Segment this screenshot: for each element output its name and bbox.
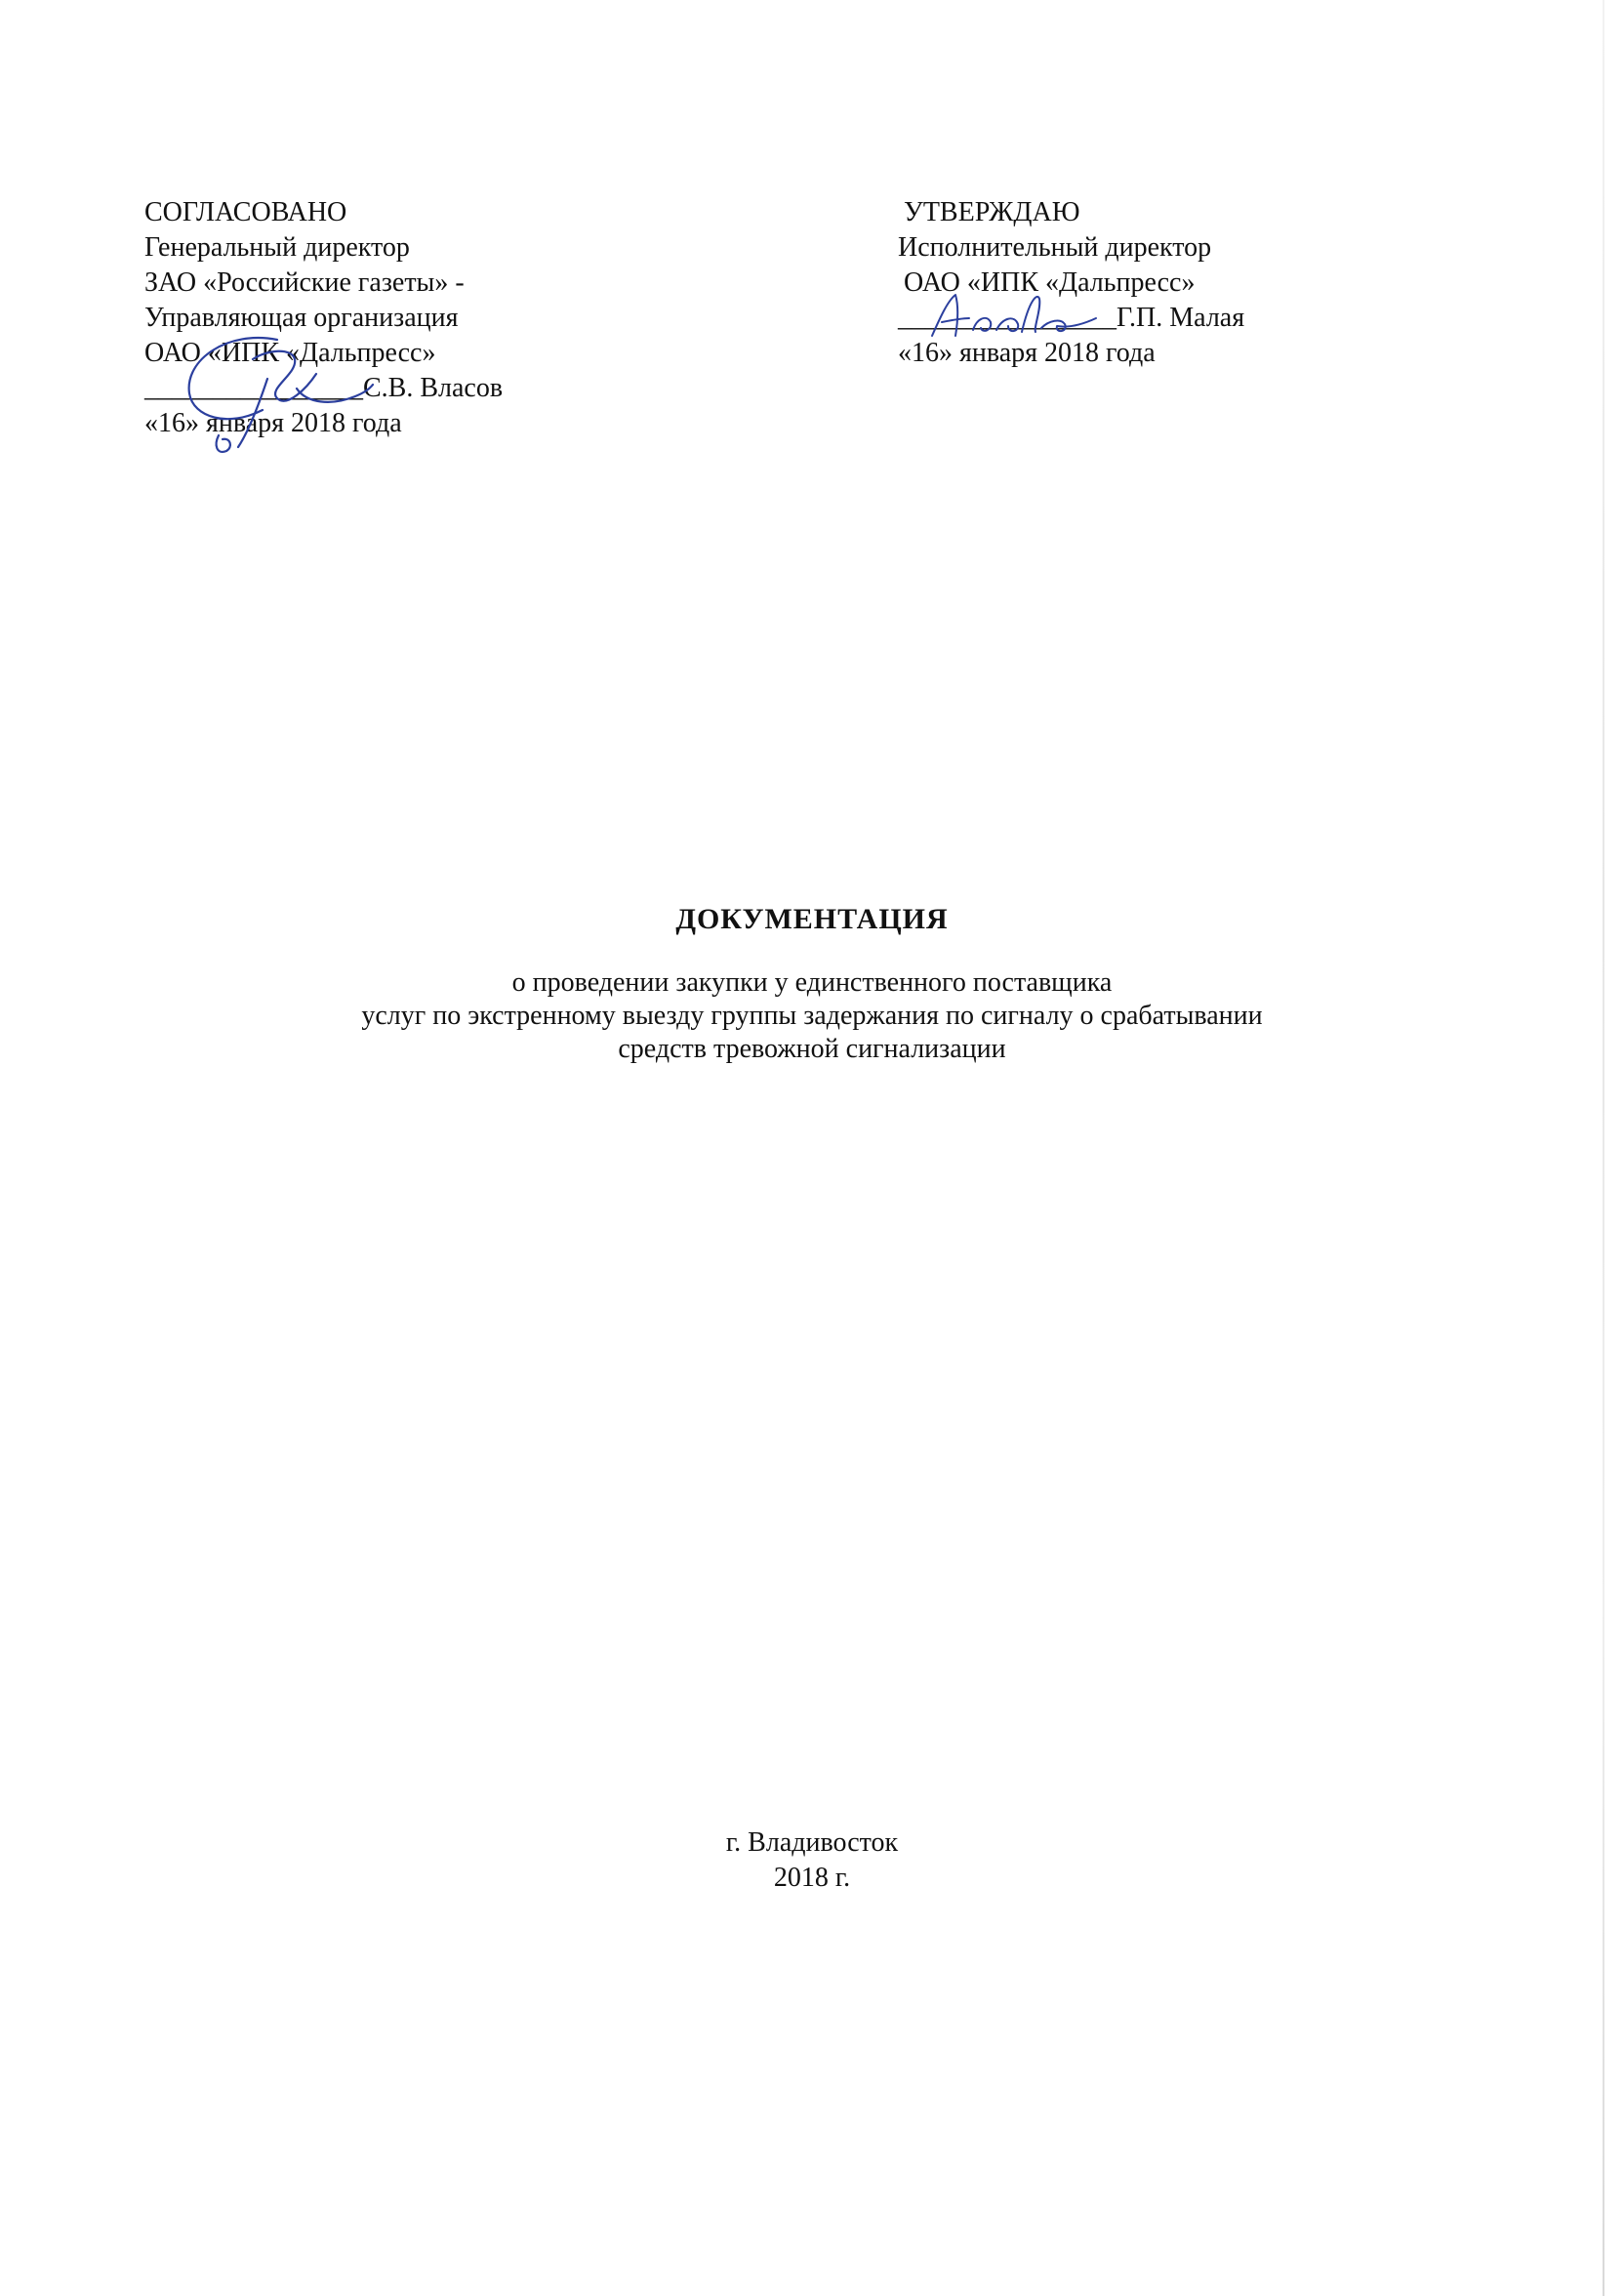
approval-left-date: «16» января 2018 года <box>144 408 402 438</box>
approval-block-right <box>898 195 1244 371</box>
year: 2018 г. <box>773 1863 851 1893</box>
approval-left-heading: СОГЛАСОВАНО <box>144 197 347 227</box>
approval-right-position: Исполнительный директор <box>898 232 1212 263</box>
approval-left-organization: ЗАО «Российские газеты» - <box>144 267 465 298</box>
approval-left-signature-line: ________________С.В. Власов <box>144 373 504 403</box>
document-title: ДОКУМЕНТАЦИЯ <box>675 903 949 935</box>
approval-block-left <box>144 195 503 441</box>
document-subtitle-line-2: услуг по экстренному выезду группы задержания по сигналу о срабатывании <box>361 1001 1263 1031</box>
city: г. Владивосток <box>725 1827 899 1858</box>
place-and-year <box>0 1825 1624 1896</box>
approval-right-date: «16» января 2018 года <box>898 338 1156 368</box>
approval-left-position: Генеральный директор <box>144 232 410 263</box>
approval-right-heading: УТВЕРЖДАЮ <box>904 197 1080 227</box>
document-title-block <box>0 900 1624 1066</box>
approval-right-signature-line: ________________Г.П. Малая <box>898 303 1245 333</box>
scan-edge <box>1603 0 1604 2296</box>
document-subtitle <box>0 966 1624 1066</box>
document-subtitle-line-3: средств тревожной сигнализации <box>618 1034 1006 1064</box>
approval-right-company: ОАО «ИПК «Дальпресс» <box>904 267 1196 298</box>
approval-left-management: Управляющая организация <box>144 303 459 333</box>
approval-left-company: ОАО «ИПК «Дальпресс» <box>144 338 436 368</box>
document-subtitle-line-1: о проведении закупки у единственного поставщика <box>511 967 1113 998</box>
